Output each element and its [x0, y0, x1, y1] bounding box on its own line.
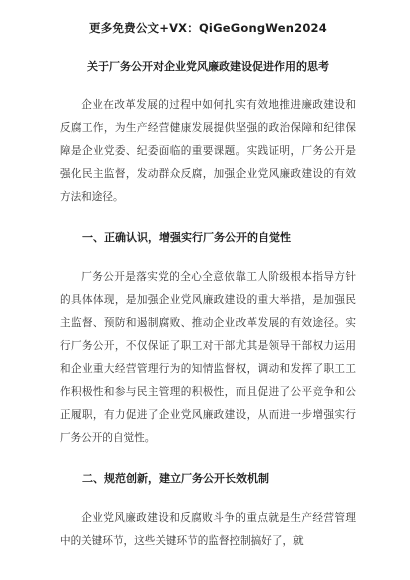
- promo-header: 更多免费公文+VX：QiGeGongWen2024: [89, 21, 327, 35]
- section-1-heading: 一、正确认识，增强实行厂务公开的自觉性: [82, 231, 291, 244]
- section-1-paragraph: 厂务公开是落实党的全心全意依靠工人阶级根本指导方针的具体体现，是加强企业党风廉政建设的重大举措，是加强民主监督、预防和遏制腐败、推动企业改革发展的有效途径。实行厂务公开，不仅保证了职工对干部尤其是领导干部权力运用和企业重大经营管理行为的知情监督权，调动和发挥了职工工作积极性和参与民主管理的积极性，而且促进了公平竞争和公正履职，有力促进了企业党风廉政建设，从而进一步增强实行厂务公开的自觉性。: [60, 271, 356, 444]
- intro-paragraph: 企业在改革发展的过程中如何扎实有效地推进廉政建设和反腐工作，为生产经营健康发展提供坚强的政治保障和纪律保障是企业党委、纪委面临的重要课题。实践证明，厂务公开是强化民主监督，发动群众反腐，加强企业党风廉政建设的有效方法和途径。: [60, 99, 356, 203]
- section-2-paragraph: 企业党风廉政建设和反腐败斗争的重点就是生产经营管理中的关键环节，这些关键环节的监督控制搞好了，就: [60, 512, 356, 547]
- section-2-heading: 二、规范创新，建立厂务公开长效机制: [82, 472, 269, 485]
- document-title: 关于厂务公开对企业党风廉政建设促进作用的思考: [87, 60, 329, 73]
